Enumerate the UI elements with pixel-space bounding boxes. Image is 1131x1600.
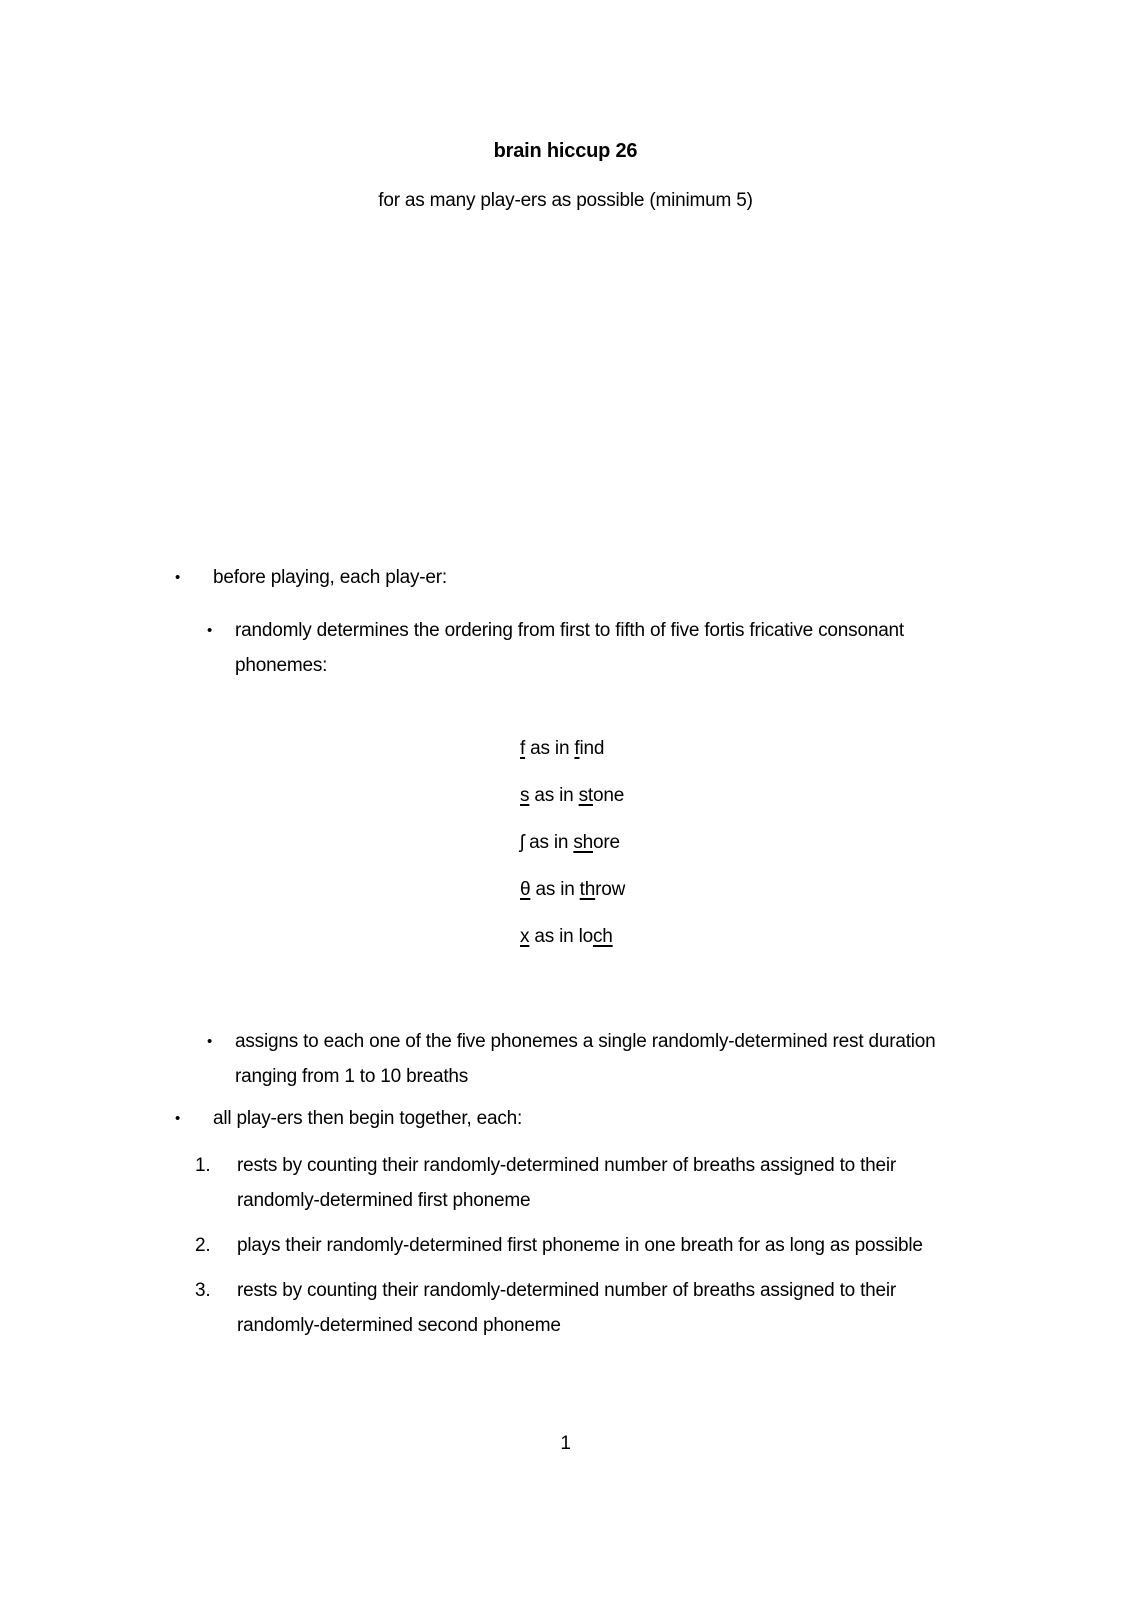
word-underlined: f [574, 738, 580, 759]
word-underlined: sh [573, 832, 593, 853]
sub-bullet-text [235, 613, 904, 683]
phoneme-line-esh [520, 832, 625, 879]
word-suffix: ind [579, 738, 605, 759]
phoneme-symbol: s [520, 785, 530, 806]
phoneme-mid-text: as in [530, 879, 580, 900]
item-number: 1. [195, 1155, 211, 1176]
phoneme-mid-text: as in [524, 832, 574, 853]
bullet-icon: • [207, 1033, 213, 1050]
sub-bullet-item-assigns [207, 1024, 936, 1094]
text-line: rests by counting their randomly-determined number of breaths assigned to their [237, 1155, 897, 1176]
numbered-item-1 [195, 1148, 896, 1218]
phoneme-mid-text: as in [525, 738, 575, 759]
bullet-icon: • [175, 1110, 181, 1127]
word-underlined: ch [593, 926, 613, 947]
numbered-item-text [237, 1273, 896, 1343]
text-line: randomly-determined first phoneme [237, 1190, 531, 1211]
phoneme-symbol: x [520, 926, 530, 947]
word-suffix: row [595, 879, 626, 900]
text-line: randomly-determined second phoneme [237, 1315, 561, 1336]
bullet-item-before-playing [175, 560, 447, 595]
phoneme-symbol: θ [520, 879, 531, 900]
phoneme-mid-text: as in [529, 785, 579, 806]
phoneme-symbol: ʃ [520, 832, 525, 853]
page-number: 1 [560, 1433, 571, 1454]
word-suffix: ore [593, 832, 620, 853]
text-line: plays their randomly-determined first phoneme in one breath for as long as possible [237, 1235, 923, 1256]
numbered-item-text [237, 1148, 896, 1218]
phoneme-list [520, 738, 625, 973]
phoneme-line-s [520, 785, 625, 832]
sub-bullet-item-ordering [207, 613, 904, 683]
page-subtitle: for as many play-ers as possible (minimum 5) [378, 190, 753, 211]
numbered-item-3 [195, 1273, 896, 1343]
phoneme-line-theta [520, 879, 625, 926]
word-suffix: one [593, 785, 625, 806]
numbered-item-2 [195, 1228, 923, 1263]
text-line: phonemes: [235, 655, 328, 676]
bullet-icon: • [175, 569, 181, 586]
item-number: 3. [195, 1280, 211, 1301]
text-line: assigns to each one of the five phonemes a single randomly-determined rest duration [235, 1031, 936, 1052]
word-prefix: lo [578, 926, 593, 947]
word-underlined: th [579, 879, 596, 900]
bullet-icon: • [207, 622, 213, 639]
text-line: rests by counting their randomly-determined number of breaths assigned to their [237, 1280, 897, 1301]
text-line: ranging from 1 to 10 breaths [235, 1066, 469, 1087]
bullet-text: before playing, each play-er: [213, 567, 447, 588]
bullet-item-begin-together [175, 1101, 522, 1136]
phoneme-mid-text: as in [529, 926, 579, 947]
text-line: randomly determines the ordering from first to fifth of five fortis fricative consonant [235, 620, 905, 641]
phoneme-line-x [520, 926, 625, 973]
phoneme-line-f [520, 738, 625, 785]
item-number: 2. [195, 1235, 211, 1256]
phoneme-symbol: f [520, 738, 526, 759]
numbered-item-text [237, 1228, 923, 1263]
word-underlined: st [578, 785, 593, 806]
page-title: brain hiccup 26 [493, 140, 638, 162]
sub-bullet-text [235, 1024, 936, 1094]
bullet-text: all play-ers then begin together, each: [213, 1108, 523, 1129]
